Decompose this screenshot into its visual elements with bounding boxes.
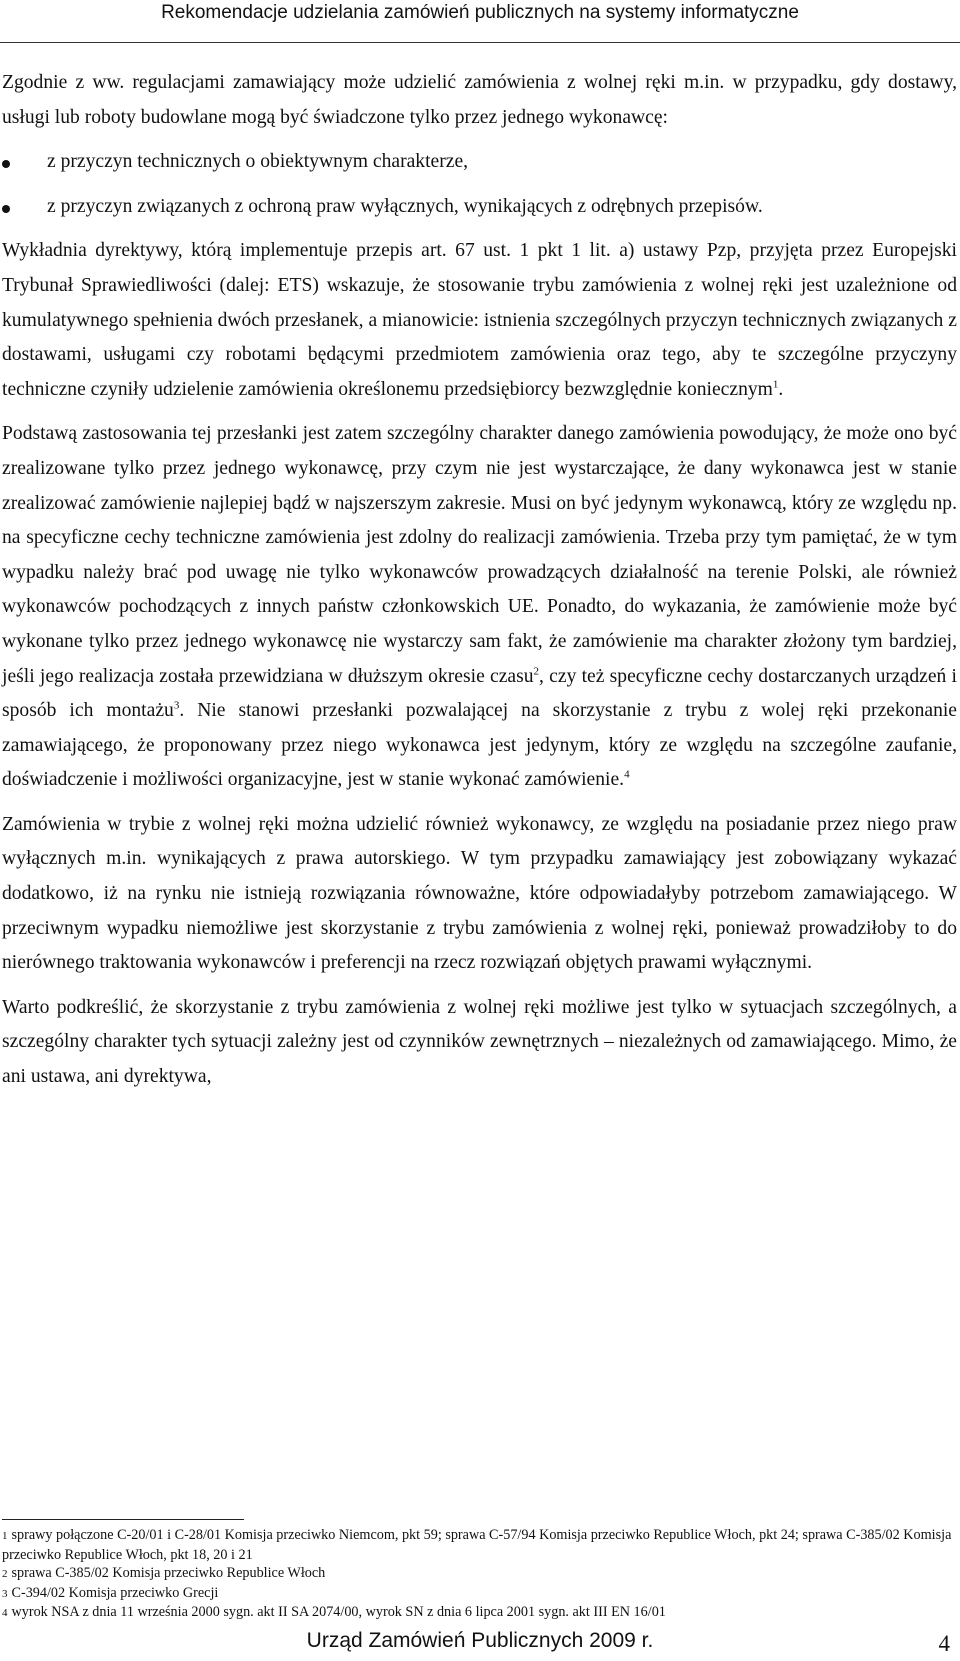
- page-number: 4: [938, 1631, 950, 1656]
- bullet-list: [2, 145, 957, 224]
- bullet-icon: [2, 160, 10, 168]
- footnote-item: 3 C-394/02 Komisja przeciwko Grecji: [2, 1584, 219, 1601]
- footnote-ref-2[interactable]: 2: [533, 664, 540, 677]
- header-divider: [0, 42, 960, 43]
- paragraph-exclusive-rights: Zamówienia w trybie z wolnej ręki można udzielić również wykonawcy, ze względu na posiadanie przez niego praw wyłącznych m.in. wynikających z prawa autorskiego. W tym przypadku zamawiający jest zobowiązany wykazać dodatkowo, iż na rynku nie istnieją rozwiązania równoważne, które odpowiadałyby potrzebom zamawiającego. W przeciwnym wypadku niemożliwe jest skorzystanie z trybu zamówienia z wolnej ręki, ponieważ prowadziłoby to do nierównego traktowania wykonawców i preferencji na rzecz rozwiązań objętych prawami wyłącznymi.: [2, 813, 957, 974]
- paragraph-emphasis: Warto podkreślić, że skorzystanie z trybu zamówienia z wolnej ręki możliwe jest tylko w sytuacjach szczególnych, a szczególny charakter tych sytuacji zależny jest od czynników zewnętrznych – niezależnych od zamawiającego. Mimo, że ani ustawa, ani dyrektywa,: [2, 996, 957, 1088]
- footnote-ref-3[interactable]: 3: [173, 699, 180, 712]
- document-body: [2, 66, 957, 1105]
- footnote-ref-4[interactable]: 4: [624, 768, 630, 781]
- bullet-icon: [2, 205, 10, 213]
- footnote-item: 2 sprawa C-385/02 Komisja przeciwko Republice Włoch: [2, 1565, 326, 1581]
- paragraph-intro: Zgodnie z ww. regulacjami zamawiający może udzielić zamówienia z wolnej ręki m.in. w przypadku, gdy dostawy, usługi lub roboty budowlane mogą być świadczone tylko przez jednego wykonawcę:: [2, 72, 957, 128]
- bullet-item: z przyczyn związanych z ochroną praw wyłącznych, wynikających z odrębnych przepisów.: [2, 190, 957, 225]
- paragraph-ets: Wykładnia dyrektywy, którą implementuje przepis art. 67 ust. 1 pkt 1 lit. a) ustawy Pzp, przyjęta przez Europejski Trybunał Sprawiedliwości (dalej: ETS) wskazuje, że stosowanie trybu zamówienia z wolnej ręki jest uzależnione od kumulatywnego spełnienia dwóch przesłanek, a mianowicie: istnienia szczególnych przyczyn technicznych związanych z dostawami, usługami czy robotami będącymi przedmiotem zamówienia oraz tego, aby te szczególne przyczyny techniczne czyniły udzielenie zamówienia określonemu przedsiębiorcy bezwzględnie koniecznym$^1$.: [2, 240, 957, 400]
- footnotes: [2, 1526, 957, 1623]
- footnote-item: 1 sprawy połączone C-20/01 i C-28/01 Komisja przeciwko Niemcom, pkt 59; sprawa C-57/94 Komisja przeciwko Republice Włoch, pkt 24; sprawa C-385/02 Komisja przeciwko Republice Włoch, pkt 18, 20 i 21: [2, 1527, 952, 1563]
- bullet-item: z przyczyn technicznych o obiektywnym charakterze,: [2, 145, 957, 180]
- running-header: Rekomendacje udzielania zamówień publicznych na systemy informatyczne: [161, 2, 799, 23]
- footnote-ref-1[interactable]: 1: [772, 378, 779, 391]
- footer-organization: Urząd Zamówień Publicznych 2009 r.: [306, 1629, 654, 1652]
- footnote-item: 4 wyrok NSA z dnia 11 września 2000 sygn. akt II SA 2074/00, wyrok SN z dnia 6 lipca 2001 sygn. akt III EN 16/01: [2, 1604, 666, 1620]
- footnote-divider: [2, 1519, 244, 1520]
- paragraph-basis: Podstawą zastosowania tej przesłanki jest zatem szczególny charakter danego zamówienia powodujący, że może ono być zrealizowane tylko przez jednego wykonawcę, przy czym nie jest wystarczające, że dany wykonawca jest w stanie zrealizować zamówienie najlepiej bądź w najszerszym zakresie. Musi on być jedynym wykonawcą, który ze względu np. na specyficzne cechy techniczne zamówienia jest zdolny do realizacji zamówienia. Trzeba przy tym pamiętać, że w tym wypadku należy brać pod uwagę nie tylko wykonawców prowadzących działalność na terenie Polski, ale również wykonawców pochodzących z innych państw członkowskich UE. Ponadto, do wykazania, że zamówienie może być wykonane tylko przez jednego wykonawcę nie wystarczy sam fakt, że zamówienie ma charakter złożony tym bardziej, jeśli jego realizacja została przewidziana w dłuższym okresie czasu$^2$, czy też specyficzne cechy dostarczanych urządzeń i sposób ich montażu$^3$. Nie stanowi przesłanki pozwalającej na skorzystanie z trybu z wolej ręki przekonanie zamawiającego, że proponowany przez niego wykonawca jest jedynym, który ze względu na szczególne zaufanie, doświadczenie i możliwości organizacyjne, jest w stanie wykonać zamówienie.$^4$: [2, 423, 958, 791]
